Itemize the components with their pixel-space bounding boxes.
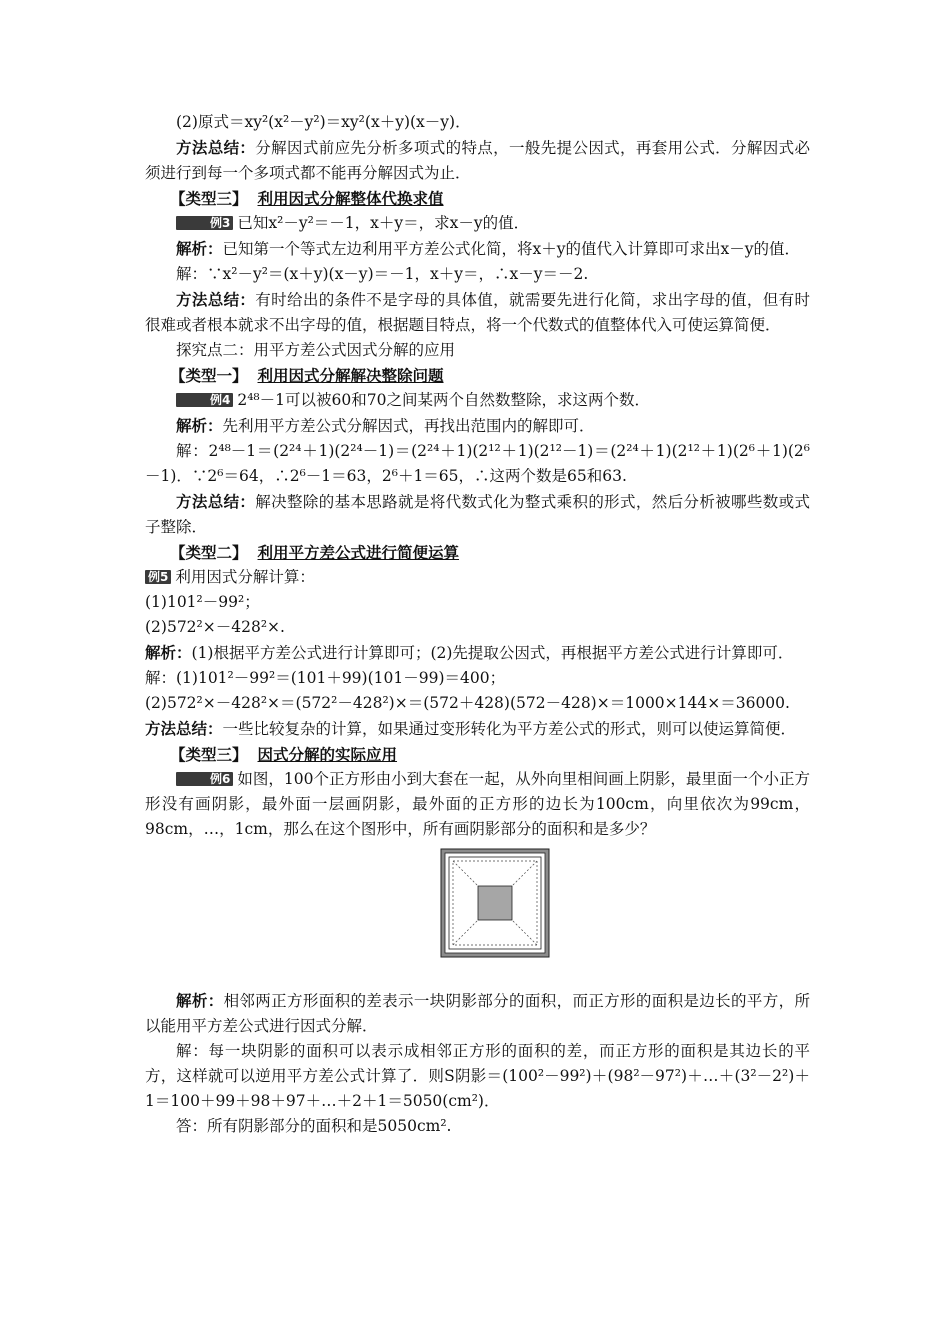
paragraph-label: 解析： bbox=[145, 643, 192, 662]
paragraph-label: 方法总结： bbox=[145, 719, 223, 738]
paragraph-text: (1)101²－99²； bbox=[145, 593, 260, 611]
paragraph-text: 分解因式前应先分析多项式的特点，一般先提公因式，再套用公式．分解因式必须进行到每一个多项式都不能再分解因式为止． bbox=[145, 139, 810, 182]
type-title: 利用因式分解解决整除问题 bbox=[257, 366, 444, 385]
paragraph-text: 已知第一个等式左边利用平方差公式化简，将x＋y的值代入计算即可求出x－y的值． bbox=[222, 240, 801, 258]
paragraph bbox=[145, 615, 810, 640]
paragraph-text: 先利用平方差公式分解因式，再找出范围内的解即可． bbox=[222, 417, 595, 435]
paragraph-text: 解：每一块阴影的面积可以表示成相邻正方形的面积的差，而正方形的面积是其边长的平方，这样就可以逆用平方差公式计算了．则S阴影＝(100²－99²)＋(98²－97²)＋…＋(3²－2²)＋1＝100＋99＋98＋97＋…＋2＋1＝5050(cm²)． bbox=[145, 1042, 810, 1110]
paragraph-label: 解析： bbox=[176, 239, 223, 258]
paragraph-text: 解：∵x²－y²＝(x＋y)(x－y)＝－1，x＋y＝，∴x－y＝－2. bbox=[176, 265, 589, 283]
paragraph bbox=[145, 287, 810, 338]
type-tag: 【类型二】 bbox=[170, 543, 248, 562]
paragraph-text: 解：2⁴⁸－1＝(2²⁴＋1)(2²⁴－1)＝(2²⁴＋1)(2¹²＋1)(2¹²－1)＝(2²⁴＋1)(2¹²＋1)(2⁶＋1)(2⁶－1)．∵2⁶＝64，∴2⁶－1＝63，2⁶＋1＝65，∴这两个数是65和63. bbox=[145, 442, 810, 485]
paragraph bbox=[145, 590, 810, 615]
paragraph-text: 已知x²－y²＝－1，x＋y＝，求x－y的值． bbox=[237, 214, 530, 232]
paragraph-text: (2)572²×－428²×＝(572²－428²)×＝(572＋428)(572－428)×＝1000×144×＝36000. bbox=[145, 694, 790, 712]
paragraph-label: 解析： bbox=[176, 416, 223, 435]
example-badge: 例6 bbox=[176, 772, 233, 786]
example-badge: 例4 bbox=[176, 393, 233, 407]
paragraph-label: 方法总结： bbox=[176, 290, 256, 309]
type-tag: 【类型三】 bbox=[170, 745, 248, 764]
paragraph-text: 如图，100个正方形由小到大套在一起，从外向里相间画上阴影，最里面一个小正方形没有画阴影，最外面一层画阴影，最外面的正方形的边长为100cm，向里依次为99cm，98cm，…，1cm，那么在这个图形中，所有画阴影部分的面积和是多少？ bbox=[145, 770, 810, 838]
type-heading bbox=[145, 742, 810, 767]
paragraph-text: 利用因式分解计算： bbox=[175, 568, 315, 586]
paragraph-text: 答：所有阴影部分的面积和是5050cm². bbox=[176, 1117, 452, 1135]
paragraph bbox=[145, 413, 810, 439]
paragraph-text: (1)根据平方差公式进行计算即可；(2)先提取公因式，再根据平方差公式进行计算即可． bbox=[191, 644, 794, 662]
paragraph bbox=[145, 691, 810, 716]
type-tag: 【类型一】 bbox=[170, 366, 248, 385]
paragraph bbox=[145, 388, 810, 413]
paragraph bbox=[145, 135, 810, 186]
paragraph bbox=[145, 211, 810, 236]
type-heading bbox=[145, 540, 810, 565]
paragraph bbox=[145, 262, 810, 287]
paragraph-label: 方法总结： bbox=[176, 492, 256, 511]
paragraph-text: 一些比较复杂的计算，如果通过变形转化为平方差公式的形式，则可以使运算简便． bbox=[222, 720, 797, 738]
type-tag: 【类型三】 bbox=[170, 189, 248, 208]
paragraph bbox=[145, 988, 810, 1039]
paragraph-text: (2)572²×－428²×. bbox=[145, 618, 285, 636]
paragraph bbox=[145, 236, 810, 262]
figure-center-square bbox=[478, 886, 512, 920]
paragraph bbox=[145, 565, 810, 590]
paragraph bbox=[145, 110, 810, 135]
document-page bbox=[145, 110, 810, 1139]
paragraph-text: 探究点二：用平方差公式因式分解的应用 bbox=[176, 341, 456, 359]
paragraph-text: 解：(1)101²－99²＝(101＋99)(101－99)＝400； bbox=[145, 669, 506, 687]
paragraph bbox=[145, 489, 810, 540]
text-block-1 bbox=[145, 110, 810, 842]
paragraph-text: 2⁴⁸－1可以被60和70之间某两个自然数整除，求这两个数． bbox=[237, 391, 650, 409]
paragraph bbox=[145, 439, 810, 489]
paragraph bbox=[145, 767, 810, 842]
type-title: 因式分解的实际应用 bbox=[257, 745, 398, 764]
text-block-2 bbox=[145, 988, 810, 1139]
type-title: 利用因式分解整体代换求值 bbox=[257, 189, 444, 208]
example-badge: 例5 bbox=[145, 570, 171, 584]
type-heading bbox=[145, 186, 810, 211]
paragraph-text: 有时给出的条件不是字母的具体值，就需要先进行化简，求出字母的值，但有时很难或者根本就求不出字母的值，根据题目特点，将一个代数式的值整体代入可使运算简便． bbox=[145, 291, 810, 334]
paragraph-label: 方法总结： bbox=[176, 138, 256, 157]
paragraph-text: (2)原式＝xy²(x²－y²)＝xy²(x＋y)(x－y)． bbox=[176, 113, 471, 131]
paragraph bbox=[145, 1114, 810, 1139]
paragraph-text: 相邻两正方形面积的差表示一块阴影部分的面积，而正方形的面积是边长的平方，所以能用平方差公式进行因式分解． bbox=[145, 992, 810, 1035]
paragraph bbox=[145, 338, 810, 363]
type-title: 利用平方差公式进行简便运算 bbox=[257, 543, 460, 562]
paragraph bbox=[145, 666, 810, 691]
paragraph-text: 解决整除的基本思路就是将代数式化为整式乘积的形式，然后分析被哪些数或式子整除． bbox=[145, 493, 810, 536]
paragraph bbox=[145, 716, 810, 742]
paragraph bbox=[145, 640, 810, 666]
example-badge: 例3 bbox=[176, 216, 233, 230]
paragraph bbox=[145, 1039, 810, 1114]
type-heading bbox=[145, 363, 810, 388]
paragraph-label: 解析： bbox=[176, 991, 224, 1010]
nested-squares-figure bbox=[440, 848, 550, 958]
